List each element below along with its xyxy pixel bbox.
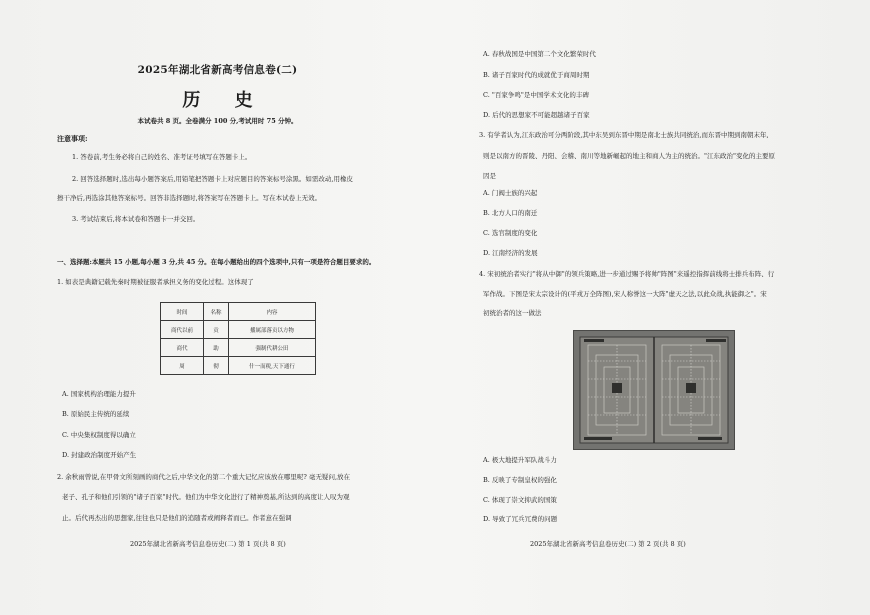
note-line: 擦干净后,再选涂其他答案标号。回答非选择题时,将答案写在答题卡上。写在本试卷上无效。: [57, 194, 322, 202]
exam-info: 本试卷共 8 页。全卷满分 100 分,考试用时 75 分钟。: [137, 117, 298, 125]
table-row: [161, 321, 316, 339]
table-cell: 播属部落贡以方物: [229, 321, 316, 339]
note-line: 3. 考试结束后,将本试卷和答题卡一并交回。: [72, 215, 200, 223]
question-2-line: 止。后代再杰出的思想家,往往也只是他们的追随者或阐释者而已。作者意在强调: [62, 514, 292, 522]
page-2: [435, 0, 870, 615]
question-2-option-c: C. "百家争鸣"是中国学术文化的丰碑: [483, 91, 589, 99]
question-2-line: 2. 余秋雨曾说,在甲骨文所刻画的商代之后,中华文化的第二个重大记忆应该放在哪里呢? 毫无疑问,放在: [57, 473, 351, 481]
question-1-option-d: D. 封建政治制度开始产生: [62, 451, 137, 459]
question-3-option-c: C. 选官制度的变化: [483, 229, 538, 237]
question-3-line: 因是: [483, 172, 496, 180]
battle-formation-diagram: [573, 330, 735, 450]
subject-title: 历 史: [182, 90, 267, 111]
question-4-option-c: C. 体现了崇文抑武的国策: [483, 496, 557, 504]
question-3-option-d: D. 江南经济的发展: [483, 249, 538, 257]
question-1-stem: 1. 如表是典籍记载先秦时期被征服者承担义务的变化过程。这体现了: [57, 278, 254, 286]
question-1-option-c: C. 中央集权制度得以确立: [62, 431, 136, 439]
page-1-footer: 2025年湖北省新高考信息卷历史(二) 第 1 页(共 8 页): [130, 540, 286, 548]
note-line: 2. 回答选择题时,选出每小题答案后,用铅笔把答题卡上对应题目的答案标号涂黑。如需改动,用橡皮: [72, 175, 353, 183]
question-1-option-a: A. 国家机构治理能力提升: [62, 390, 136, 398]
question-4-option-d: D. 导致了冗兵冗费的问题: [483, 515, 558, 523]
question-3-option-b: B. 北方人口的南迁: [483, 209, 538, 217]
table-cell: 强制代耕公田: [229, 339, 316, 357]
table-header: 时间: [161, 303, 204, 321]
question-3-line: 3. 有学者认为,江东政治可分两阶段,其中东吴到东晋中期是南北士族共同统治,而东晋中期到南朝末年,: [479, 131, 769, 139]
table-cell: 周: [161, 357, 204, 375]
table-header-row: [161, 303, 316, 321]
question-4-line: 初统治者的这一做法: [483, 309, 542, 317]
table-header: 名称: [204, 303, 229, 321]
table-cell: 助: [204, 339, 229, 357]
notes-title: 注意事项:: [57, 134, 88, 143]
question-2-option-a: A. 春秋战国是中国第二个文化繁荣时代: [483, 50, 596, 58]
note-line: 1. 答卷前,考生务必将自己的姓名、准考证号填写在答题卡上。: [72, 153, 252, 161]
question-3-option-a: A. 门阀士族的兴起: [483, 189, 538, 197]
question-4-line: 军作战。下图是宋太宗设计的(平戎万全阵图),宋人称誉这一大阵"虚天之法,以此众战,执能御之"。宋: [483, 290, 767, 298]
question-1-option-b: B. 原始民主传统的延续: [62, 410, 130, 418]
battle-formation-image: [574, 331, 734, 449]
page-2-footer: 2025年湖北省新高考信息卷历史(二) 第 2 页(共 8 页): [530, 540, 686, 548]
question-4-option-a: A. 极大地提升军队战斗力: [483, 456, 557, 464]
table-cell: 贡: [204, 321, 229, 339]
section-heading: 一、选择题:本题共 15 小题,每小题 3 分,共 45 分。在每小题给出的四个选项中,只有一项是符合题目要求的。: [57, 258, 376, 266]
question-1-table: [160, 302, 316, 375]
table-header: 内容: [229, 303, 316, 321]
question-3-line: 则是以南方的晋陵、丹阳、会稽、南川等地新崛起的地主和商人为主的统治。"江东政治"变化的主要原: [483, 152, 775, 160]
table-cell: 彻: [204, 357, 229, 375]
table-cell: 什一而税,天下通行: [229, 357, 316, 375]
question-4-line: 4. 宋初统治者实行"将从中御"的领兵策略,进一步通过赐予将帅"阵图"来遥控指挥前线将士排兵布阵、行: [479, 270, 775, 278]
table-cell: 商代以前: [161, 321, 204, 339]
table-row: [161, 357, 316, 375]
question-2-line: 老子、孔子和他们引领的"诸子百家"时代。他们为中华文化进行了精神奠基,所达到的高度让人叹为观: [62, 493, 350, 501]
table-cell: 商代: [161, 339, 204, 357]
question-4-option-b: B. 反映了专制皇权的强化: [483, 476, 557, 484]
question-2-option-d: D. 后代的思想家不可能超越诸子百家: [483, 111, 590, 119]
question-2-option-b: B. 诸子百家时代的成就优于商周时期: [483, 71, 590, 79]
table-row: [161, 339, 316, 357]
exam-title: 2025年湖北省新高考信息卷(二): [137, 64, 298, 76]
